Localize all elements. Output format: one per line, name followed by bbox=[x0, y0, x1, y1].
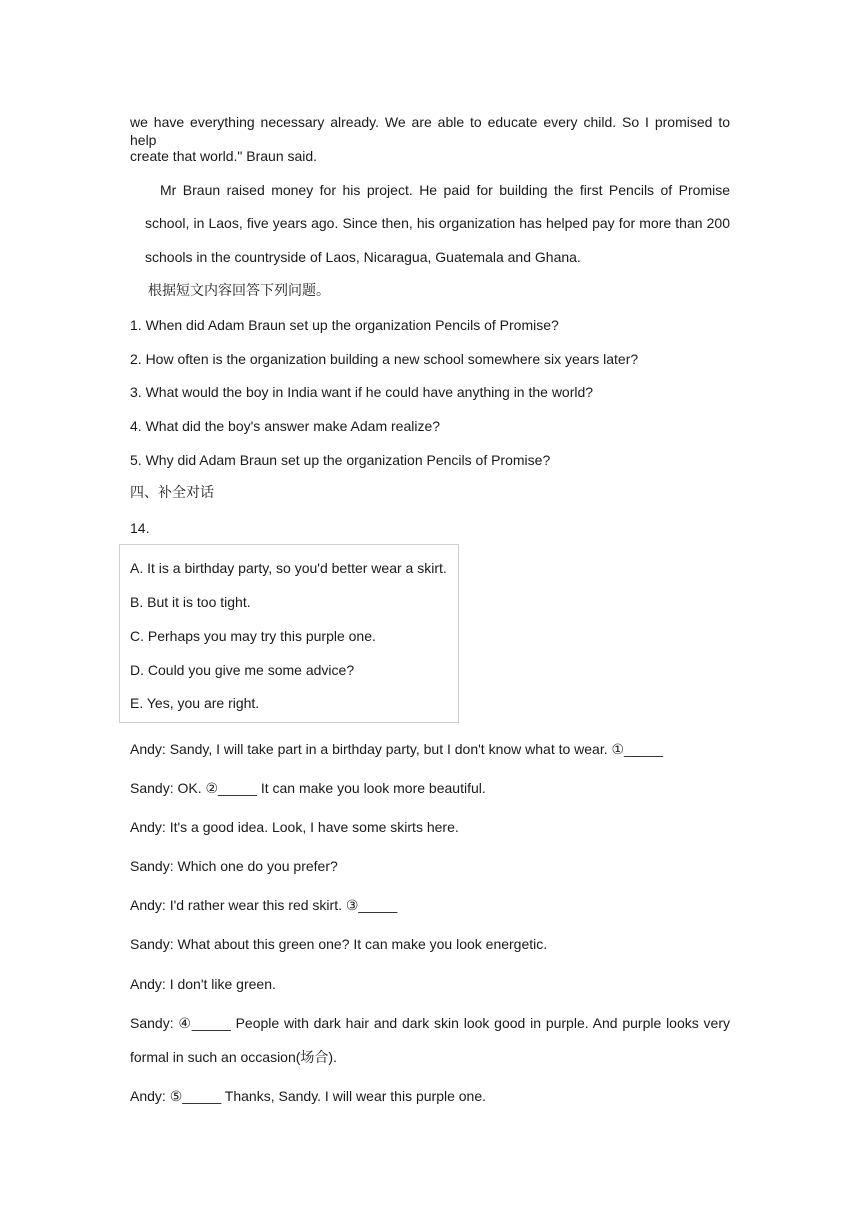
question-item: 1. When did Adam Braun set up the organization Pencils of Promise? bbox=[130, 317, 559, 333]
dialogue-line: Andy: Sandy, I will take part in a birthday party, but I don't know what to wear. ①_____ bbox=[130, 741, 663, 757]
option-item: A. It is a birthday party, so you'd better wear a skirt. bbox=[130, 560, 447, 576]
section-title: 四、补全对话 bbox=[130, 485, 214, 501]
dialogue-line: formal in such an occasion(场合). bbox=[130, 1049, 337, 1065]
question-item: 5. Why did Adam Braun set up the organization Pencils of Promise? bbox=[130, 452, 551, 468]
item-number: 14. bbox=[130, 520, 150, 536]
passage-line: schools in the countryside of Laos, Nicaragua, Guatemala and Ghana. bbox=[145, 249, 581, 265]
passage-line: we have everything necessary already. We are able to educate every child. So I promised to help bbox=[130, 114, 730, 148]
dialogue-line: Sandy: ④_____ People with dark hair and dark skin look good in purple. And purple looks very bbox=[130, 1015, 730, 1031]
question-item: 4. What did the boy's answer make Adam realize? bbox=[130, 418, 441, 434]
passage-line: create that world." Braun said. bbox=[130, 148, 318, 164]
option-item: E. Yes, you are right. bbox=[130, 695, 260, 711]
dialogue-line: Sandy: OK. ②_____ It can make you look more beautiful. bbox=[130, 780, 486, 796]
instruction-text: 根据短文内容回答下列问题。 bbox=[148, 283, 330, 299]
dialogue-line: Andy: I'd rather wear this red skirt. ③_____ bbox=[130, 897, 398, 913]
dialogue-line: Andy: It's a good idea. Look, I have some skirts here. bbox=[130, 819, 459, 835]
option-item: C. Perhaps you may try this purple one. bbox=[130, 628, 376, 644]
passage-line: school, in Laos, five years ago. Since then, his organization has helped pay for more than 200 bbox=[145, 215, 730, 231]
dialogue-line: Andy: ⑤_____ Thanks, Sandy. I will wear this purple one. bbox=[130, 1088, 487, 1104]
question-item: 2. How often is the organization building a new school somewhere six years later? bbox=[130, 351, 639, 367]
option-item: B. But it is too tight. bbox=[130, 594, 251, 610]
passage-line: Mr Braun raised money for his project. He paid for building the first Pencils of Promise bbox=[160, 182, 730, 198]
option-item: D. Could you give me some advice? bbox=[130, 662, 355, 678]
dialogue-line: Sandy: What about this green one? It can make you look energetic. bbox=[130, 936, 548, 952]
question-item: 3. What would the boy in India want if he could have anything in the world? bbox=[130, 384, 594, 400]
dialogue-line: Andy: I don't like green. bbox=[130, 976, 276, 992]
dialogue-line: Sandy: Which one do you prefer? bbox=[130, 858, 338, 874]
